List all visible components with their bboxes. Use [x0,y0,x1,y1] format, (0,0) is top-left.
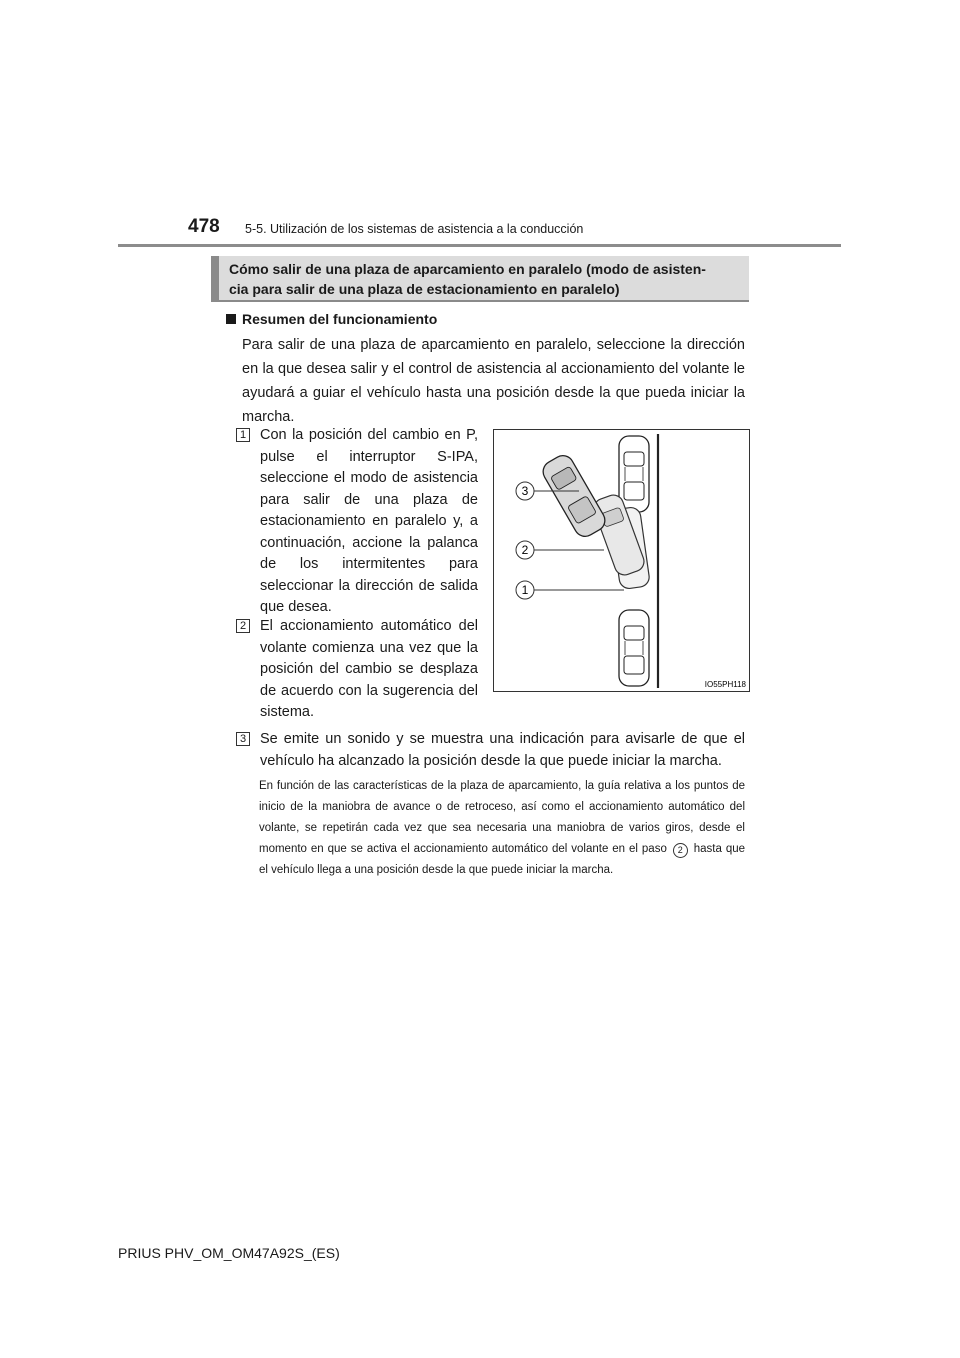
topic-callout-box [211,256,749,302]
section-title: 5-5. Utilización de los sistemas de asistencia a la conducción [245,222,584,236]
header-rule [118,244,841,247]
note-text-before: En función de las características de la plaza de aparcamiento, la guía relativa a los puntos de inicio de la maniobra de avance o de retroceso, así como el accionamiento automático del volante, se repetirán cada vez que sea necesaria una maniobra de varios giros, desde el momento en que se activa el accionamiento automático del volante en el paso [259,780,745,855]
parking-exit-illustration [493,429,750,692]
step-2-text: El accionamiento automático del volante comienza una vez que la posición del cambio se desplaza de acuerdo con la sugerencia del sistema. [260,618,478,720]
callout-number-3: 3 [521,484,529,498]
parked-car-rear [619,610,649,686]
subheading-text: Resumen del funcionamiento [242,311,438,327]
note-paragraph [259,776,745,881]
vehicle-position-3 [539,452,609,541]
step-number-3: 3 [236,732,250,746]
footer-document-id: PRIUS PHV_OM_OM47A92S_(ES) [118,1245,340,1261]
step-1-text: Con la posición del cambio en P, pulse el interruptor S-IPA, seleccione el modo de asistencia para salir de una plaza de estacionamiento en paralelo y, a continuación, accione la palanca de los intermitentes para seleccionar la dirección de salida que desea. [260,427,478,615]
callout-number-2: 2 [521,543,529,557]
step-2 [236,616,478,724]
callout-number-1: 1 [521,583,529,597]
subheading [226,311,437,327]
illustration-svg [494,430,749,691]
step-3-text: Se emite un sonido y se muestra una indicación para avisarle de que el vehículo ha alcanzado la posición desde la que puede iniciar la marcha. [260,731,745,769]
topic-title-line-2: cia para salir de una plaza de estacionamiento en paralelo) [229,281,620,297]
step-number-2: 2 [236,619,250,633]
figure-code: IO55PH118 [704,680,746,689]
step-1 [236,425,478,619]
topic-title-line-1: Cómo salir de una plaza de aparcamiento en paralelo (modo de asisten- [229,261,706,277]
note-text-after: hasta que el vehículo llega a una posición desde la que puede iniciar la marcha. [259,843,746,876]
step-3 [236,729,745,772]
inline-step-ref: 2 [673,843,688,858]
step-number-1: 1 [236,428,250,442]
square-bullet-icon [226,314,236,324]
intro-paragraph: Para salir de una plaza de aparcamiento en paralelo, seleccione la dirección en la que desea salir y el control de asistencia al accionamiento del volante le ayudará a guiar el vehículo hasta una posición desde la que pueda iniciar la marcha. [242,337,745,425]
parked-car-front [619,436,649,512]
page-number: 478 [188,216,220,237]
